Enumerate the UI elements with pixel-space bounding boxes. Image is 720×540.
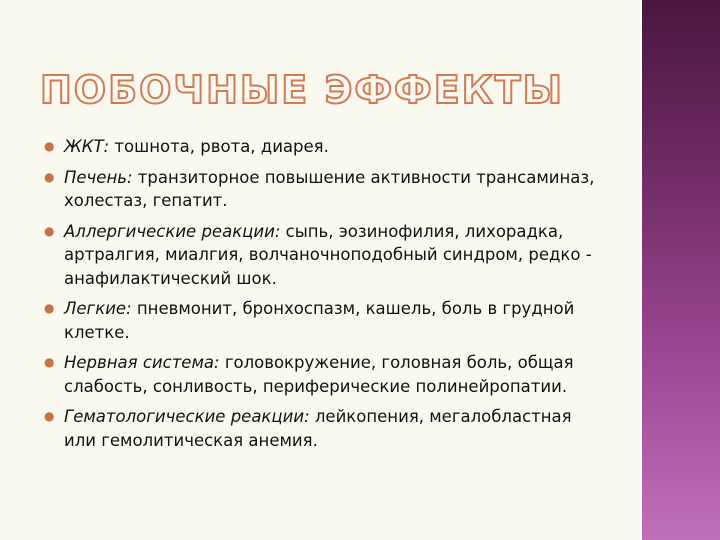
list-item [44, 405, 604, 452]
list-item [44, 351, 604, 398]
item-label: Аллергические реакции: [64, 221, 281, 241]
item-label: ЖКТ: [64, 137, 110, 156]
item-label: Печень: [64, 167, 133, 187]
bullet-list [44, 135, 604, 459]
slide-title: ПОБОЧНЫЕ ЭФФЕКТЫ [40, 68, 565, 112]
item-text: пневмонит, бронхоспазм, кашель, боль в грудной клетке. [64, 299, 575, 342]
list-item [44, 135, 604, 159]
bullet-dot-icon: ● [44, 223, 55, 238]
decorative-side-band [642, 0, 720, 540]
bullet-dot-icon: ● [44, 301, 55, 315]
bullet-dot-icon: ● [44, 169, 55, 184]
bullet-dot-icon: ● [44, 355, 55, 369]
item-text: сыпь, эозинофилия, лихорадка, артралгия, миалгия, волчаночноподобный синдром, редко - анафилактический шок. [64, 221, 592, 288]
item-label: Гематологические реакции: [64, 407, 310, 426]
item-text: тошнота, рвота, диарея. [109, 137, 329, 156]
bullet-dot-icon: ● [44, 139, 55, 153]
item-label: Нервная система: [64, 353, 220, 372]
item-text: лейкопения, мегалобластная или гемолитическая анемия. [64, 407, 572, 450]
bullet-dot-icon: ● [44, 409, 55, 423]
item-text: транзиторное повышение активности трансаминаз, холестаз, гепатит. [64, 167, 595, 210]
list-item [44, 297, 604, 344]
list-item [44, 166, 604, 213]
list-item [44, 220, 604, 291]
item-text: головокружение, головная боль, общая слабость, сонливость, периферические полинейропатии. [64, 353, 574, 396]
item-label: Легкие: [64, 299, 132, 318]
